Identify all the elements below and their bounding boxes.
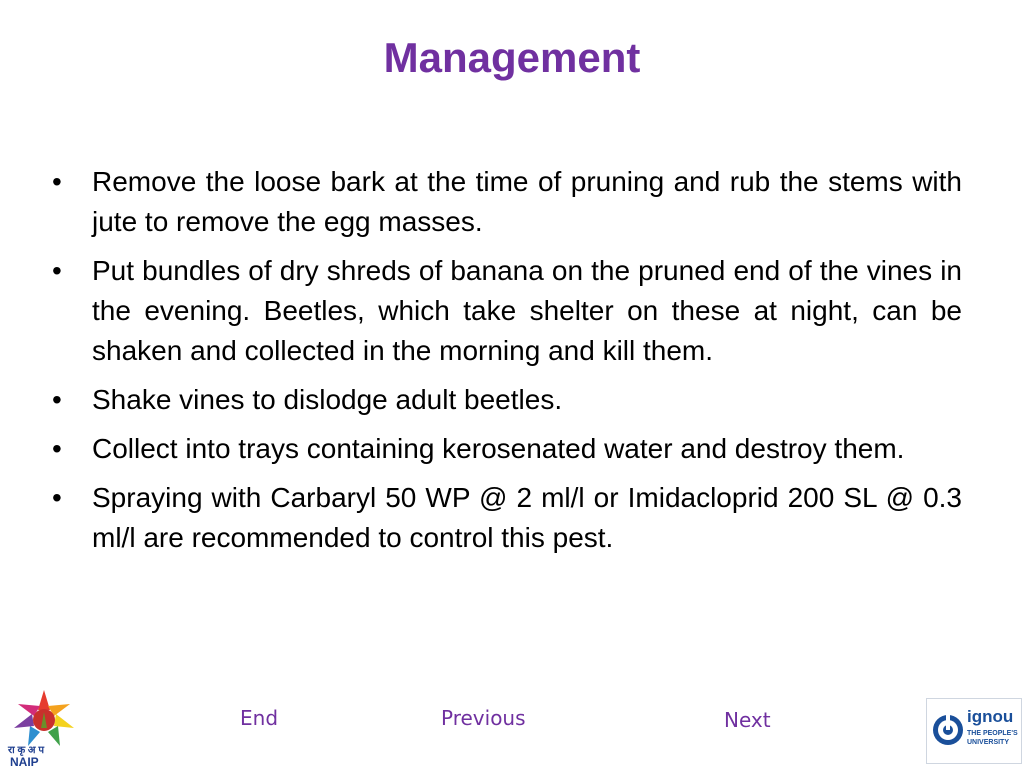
bullet-icon: • <box>52 166 62 197</box>
bullet-icon: • <box>52 384 62 415</box>
ignou-subtitle <box>967 729 1018 747</box>
next-link[interactable]: Next <box>724 708 771 732</box>
ignou-subtitle-line1: THE PEOPLE'S <box>967 730 1018 737</box>
naip-logo-line2: NAIP <box>10 755 39 769</box>
bullet-text: Put bundles of dry shreds of banana on the pruned end of the vines in the evening. Beetles, which take shelter on these at night, can be shaken and collected in the morning and kill them. <box>92 255 962 366</box>
bullet-text: Spraying with Carbaryl 50 WP @ 2 ml/l or Imidacloprid 200 SL @ 0.3 ml/l are recommended to control this pest. <box>92 482 962 553</box>
bullet-icon: • <box>52 255 62 286</box>
naip-logo-line1: रा कृ अ प <box>8 745 45 756</box>
list-item <box>52 251 962 371</box>
ignou-emblem-icon <box>931 713 965 747</box>
slide-title: Management <box>383 34 641 81</box>
list-item <box>52 162 962 242</box>
list-item <box>52 478 962 558</box>
bullet-text: Collect into trays containing kerosenated water and destroy them. <box>92 433 905 464</box>
end-link[interactable]: End <box>240 706 279 730</box>
bullet-list <box>52 162 962 567</box>
previous-link[interactable]: Previous <box>441 706 526 730</box>
bullet-text: Remove the loose bark at the time of pruning and rub the stems with jute to remove the egg masses. <box>92 166 962 237</box>
bullet-icon: • <box>52 433 62 464</box>
bullet-text: Shake vines to dislodge adult beetles. <box>92 384 563 415</box>
bullet-icon: • <box>52 482 62 513</box>
list-item <box>52 380 962 420</box>
ignou-subtitle-line2: UNIVERSITY <box>967 739 1010 746</box>
ignou-logo-icon <box>926 698 1022 764</box>
ignou-name: ignou <box>967 707 1014 726</box>
list-item <box>52 429 962 469</box>
